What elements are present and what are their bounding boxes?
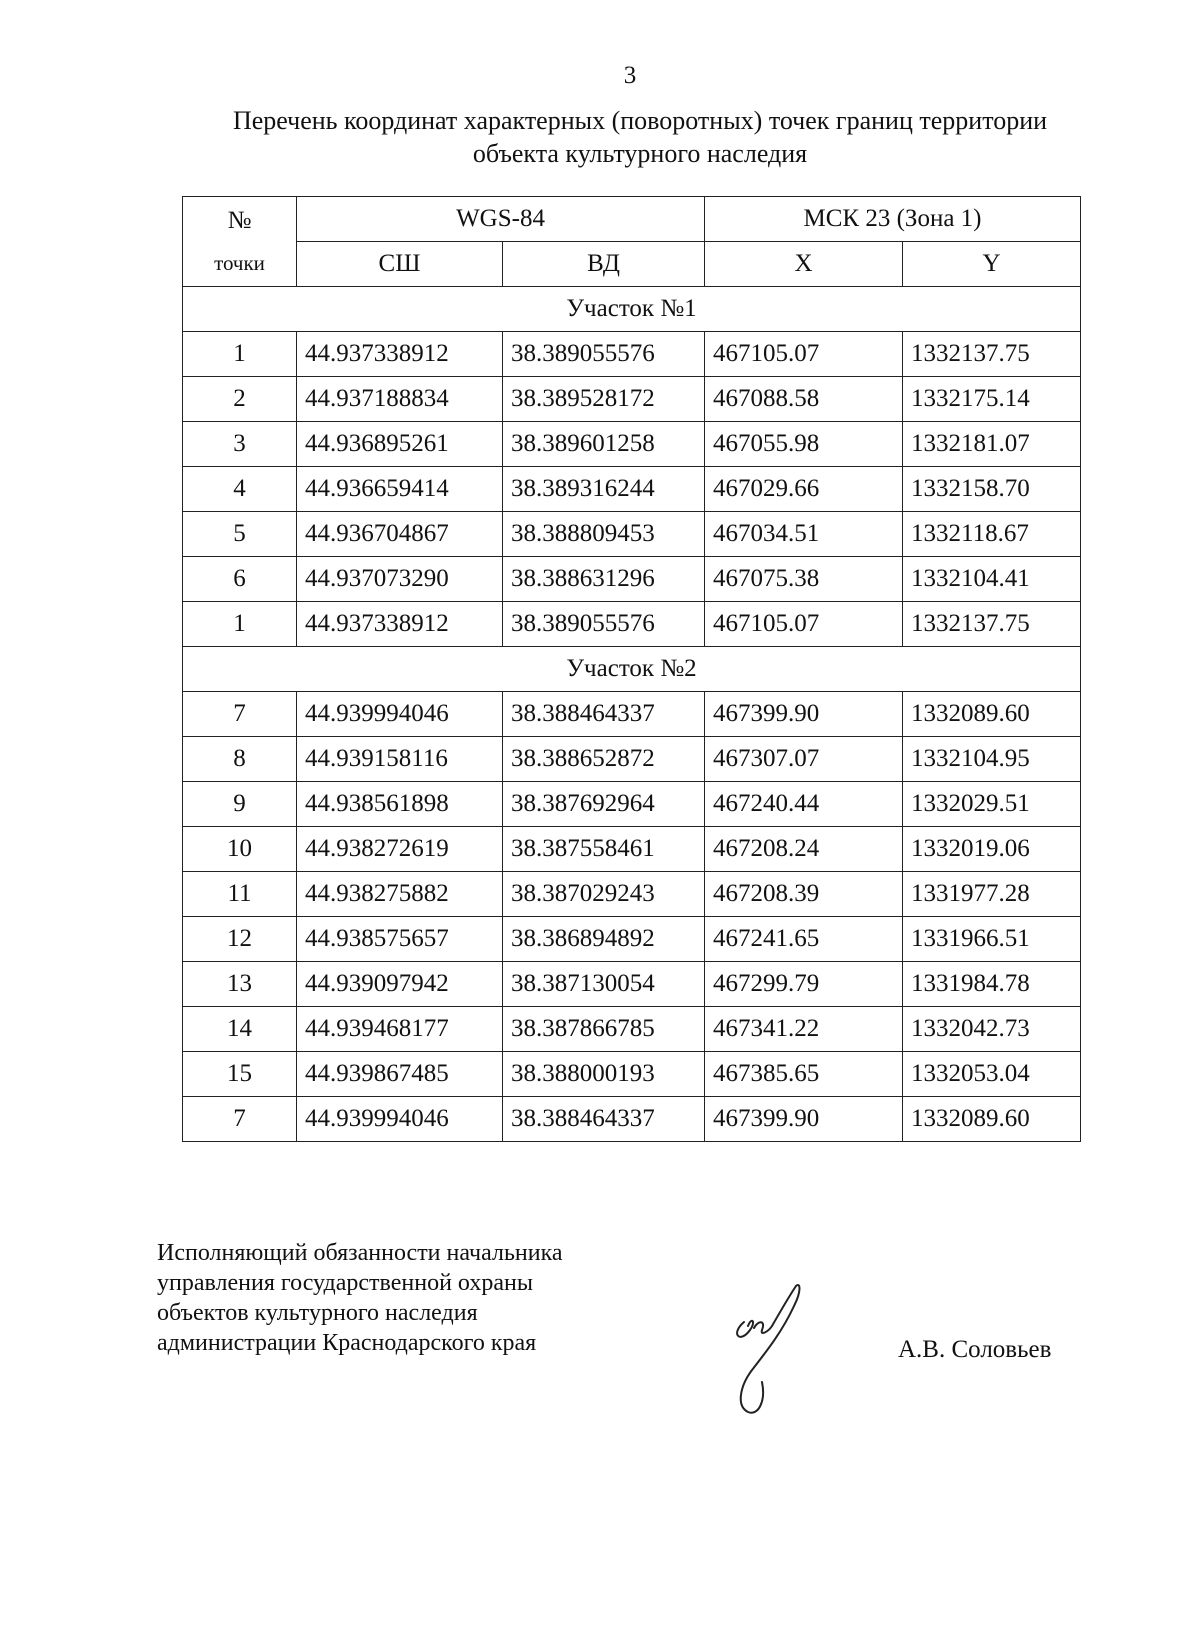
cell-y: 1331966.51 — [903, 917, 1081, 962]
cell-y: 1332118.67 — [903, 512, 1081, 557]
cell-point-number: 13 — [183, 962, 297, 1007]
cell-latitude: 44.937338912 — [297, 332, 503, 377]
coordinates-table — [182, 196, 1081, 1142]
cell-y: 1332029.51 — [903, 782, 1081, 827]
cell-x: 467029.66 — [705, 467, 903, 512]
cell-y: 1332137.75 — [903, 332, 1081, 377]
cell-longitude: 38.388631296 — [503, 557, 705, 602]
cell-point-number: 3 — [183, 422, 297, 467]
cell-longitude: 38.389601258 — [503, 422, 705, 467]
cell-longitude: 38.387866785 — [503, 1007, 705, 1052]
cell-point-number: 6 — [183, 557, 297, 602]
cell-latitude: 44.937188834 — [297, 377, 503, 422]
table-row — [183, 872, 1081, 917]
cell-x: 467034.51 — [705, 512, 903, 557]
cell-y: 1332019.06 — [903, 827, 1081, 872]
title-line-2: объекта культурного наследия — [472, 139, 808, 168]
handwritten-signature — [722, 1282, 812, 1417]
cell-point-number: 10 — [183, 827, 297, 872]
cell-longitude: 38.388809453 — [503, 512, 705, 557]
cell-latitude: 44.936659414 — [297, 467, 503, 512]
cell-x: 467385.65 — [705, 1052, 903, 1097]
cell-y: 1332104.95 — [903, 737, 1081, 782]
header-y: Y — [903, 242, 1081, 287]
cell-longitude: 38.388652872 — [503, 737, 705, 782]
table-row — [183, 782, 1081, 827]
table-row — [183, 1007, 1081, 1052]
cell-x: 467307.07 — [705, 737, 903, 782]
table-header — [183, 197, 1081, 287]
cell-latitude: 44.936704867 — [297, 512, 503, 557]
cell-longitude: 38.388464337 — [503, 1097, 705, 1142]
header-msk23: МСК 23 (Зона 1) — [705, 197, 1081, 242]
cell-latitude: 44.939097942 — [297, 962, 503, 1007]
cell-longitude: 38.389316244 — [503, 467, 705, 512]
cell-x: 467105.07 — [705, 332, 903, 377]
cell-point-number: 7 — [183, 692, 297, 737]
cell-y: 1332042.73 — [903, 1007, 1081, 1052]
cell-y: 1332137.75 — [903, 602, 1081, 647]
table-row — [183, 1052, 1081, 1097]
cell-x: 467075.38 — [705, 557, 903, 602]
table-row — [183, 422, 1081, 467]
position-line-3: объектов культурного наследия — [157, 1300, 478, 1326]
section-title: Участок №2 — [183, 647, 1081, 692]
cell-longitude: 38.387130054 — [503, 962, 705, 1007]
cell-y: 1332053.04 — [903, 1052, 1081, 1097]
section-title: Участок №1 — [183, 287, 1081, 332]
position-line-2: управления государственной охраны — [157, 1270, 533, 1296]
cell-x: 467241.65 — [705, 917, 903, 962]
cell-longitude: 38.386894892 — [503, 917, 705, 962]
cell-y: 1332181.07 — [903, 422, 1081, 467]
page-number: 3 — [623, 62, 637, 89]
cell-point-number: 1 — [183, 602, 297, 647]
cell-latitude: 44.938275882 — [297, 872, 503, 917]
table-row — [183, 827, 1081, 872]
cell-x: 467399.90 — [705, 692, 903, 737]
header-wgs84: WGS-84 — [297, 197, 705, 242]
cell-longitude: 38.387029243 — [503, 872, 705, 917]
cell-point-number: 1 — [183, 332, 297, 377]
header-no-label: точки — [214, 251, 265, 275]
cell-point-number: 14 — [183, 1007, 297, 1052]
cell-latitude: 44.937073290 — [297, 557, 503, 602]
cell-latitude: 44.939158116 — [297, 737, 503, 782]
signer-name: А.В. Соловьев — [898, 1336, 1052, 1363]
cell-y: 1332089.60 — [903, 1097, 1081, 1142]
cell-latitude: 44.938575657 — [297, 917, 503, 962]
cell-latitude: 44.939994046 — [297, 1097, 503, 1142]
table-row — [183, 467, 1081, 512]
header-x: X — [705, 242, 903, 287]
cell-point-number: 8 — [183, 737, 297, 782]
title-line-1: Перечень координат характерных (поворотных) точек границ территории — [232, 106, 1048, 135]
header-no-symbol: № — [227, 207, 252, 234]
table-body — [183, 287, 1081, 1142]
cell-point-number: 4 — [183, 467, 297, 512]
cell-longitude: 38.389528172 — [503, 377, 705, 422]
document-title — [190, 104, 1090, 170]
cell-longitude: 38.389055576 — [503, 602, 705, 647]
cell-point-number: 2 — [183, 377, 297, 422]
cell-latitude: 44.938561898 — [297, 782, 503, 827]
cell-x: 467088.58 — [705, 377, 903, 422]
cell-point-number: 11 — [183, 872, 297, 917]
cell-point-number: 15 — [183, 1052, 297, 1097]
signatory-position — [157, 1238, 563, 1358]
table-row — [183, 737, 1081, 782]
cell-longitude: 38.387692964 — [503, 782, 705, 827]
cell-point-number: 7 — [183, 1097, 297, 1142]
cell-y: 1331984.78 — [903, 962, 1081, 1007]
header-latitude: СШ — [297, 242, 503, 287]
cell-latitude: 44.936895261 — [297, 422, 503, 467]
cell-latitude: 44.937338912 — [297, 602, 503, 647]
cell-y: 1332158.70 — [903, 467, 1081, 512]
cell-longitude: 38.389055576 — [503, 332, 705, 377]
cell-latitude: 44.939994046 — [297, 692, 503, 737]
cell-y: 1332104.41 — [903, 557, 1081, 602]
table-row — [183, 557, 1081, 602]
position-line-4: администрации Краснодарского края — [157, 1330, 537, 1356]
table-row — [183, 377, 1081, 422]
cell-point-number: 5 — [183, 512, 297, 557]
cell-y: 1332175.14 — [903, 377, 1081, 422]
cell-y: 1331977.28 — [903, 872, 1081, 917]
cell-x: 467055.98 — [705, 422, 903, 467]
cell-latitude: 44.938272619 — [297, 827, 503, 872]
cell-x: 467399.90 — [705, 1097, 903, 1142]
cell-longitude: 38.388000193 — [503, 1052, 705, 1097]
cell-x: 467341.22 — [705, 1007, 903, 1052]
cell-x: 467208.39 — [705, 872, 903, 917]
table-row — [183, 512, 1081, 557]
cell-latitude: 44.939468177 — [297, 1007, 503, 1052]
cell-longitude: 38.387558461 — [503, 827, 705, 872]
cell-latitude: 44.939867485 — [297, 1052, 503, 1097]
section-row — [183, 287, 1081, 332]
cell-x: 467299.79 — [705, 962, 903, 1007]
header-longitude: ВД — [503, 242, 705, 287]
section-row — [183, 647, 1081, 692]
table-row — [183, 1097, 1081, 1142]
table-row — [183, 602, 1081, 647]
cell-x: 467105.07 — [705, 602, 903, 647]
table-row — [183, 962, 1081, 1007]
position-line-1: Исполняющий обязанности начальника — [157, 1240, 563, 1266]
table-row — [183, 692, 1081, 737]
cell-point-number: 12 — [183, 917, 297, 962]
cell-y: 1332089.60 — [903, 692, 1081, 737]
cell-longitude: 38.388464337 — [503, 692, 705, 737]
table-row — [183, 332, 1081, 377]
cell-x: 467240.44 — [705, 782, 903, 827]
table-row — [183, 917, 1081, 962]
header-point-number — [183, 197, 297, 287]
cell-point-number: 9 — [183, 782, 297, 827]
cell-x: 467208.24 — [705, 827, 903, 872]
